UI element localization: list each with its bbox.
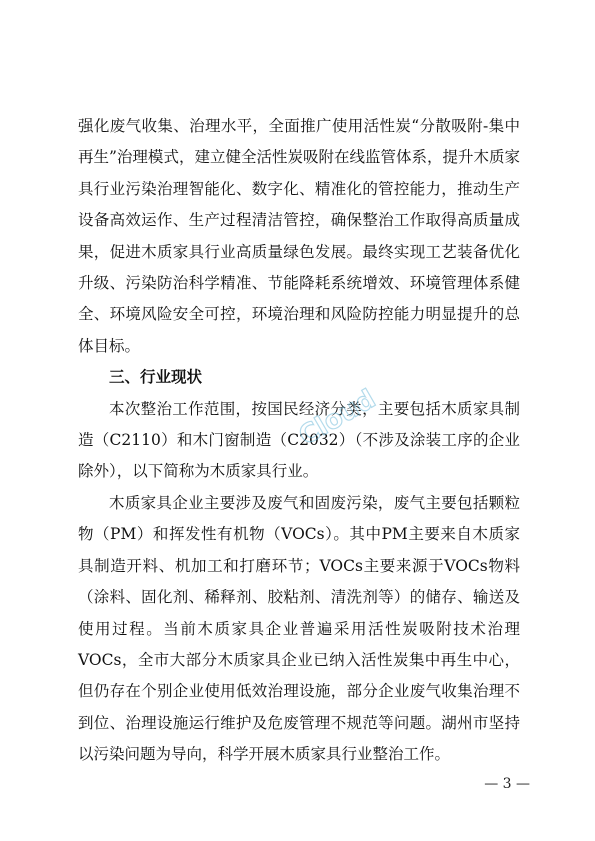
document-body xyxy=(78,111,520,771)
paragraph-continued: 强化废气收集、治理水平，全面推广使用活性炭“分散吸附-集中再生”治理模式，建立健全活性炭吸附在线监管体系，提升木质家具行业污染治理智能化、数字化、精准化的管控能力，推动生产设备高效运作、生产过程清洁管控，确保整治工作取得高质量成果，促进木质家具行业高质量绿色发展。最终实现工艺装备优化升级、污染防治科学精准、节能降耗系统增效、环境管理体系健全、环境风险安全可控，环境治理和风险防控能力明显提升的总体目标。 xyxy=(78,117,520,355)
page-number: — 3 — xyxy=(484,776,530,792)
section-heading: 三、行业现状 xyxy=(109,368,203,387)
paragraph-status: 木质家具企业主要涉及废气和固废污染，废气主要包括颗粒物（PM）和挥发性有机物（VOCs）。其中PM主要来自木质家具制造开料、机加工和打磨环节；VOCs主要来源于VOCs物料（涂料、固化剂、稀释剂、胶粘剂、清洗剂等）的储存、输送及使用过程。当前木质家具企业普遍采用活性炭吸附技术治理VOCs，全市大部分木质家具企业已纳入活性炭集中再生中心，但仍存在个别企业使用低效治理设施，部分企业废气收集治理不到位、治理设施运行维护及危废管理不规范等问题。湖州市坚持以污染问题为导向，科学开展木质家具行业整治工作。 xyxy=(78,493,520,764)
paragraph-scope: 本次整治工作范围，按国民经济分类，主要包括木质家具制造（C2110）和木门窗制造（C2032）（不涉及涂装工序的企业除外），以下简称为木质家具行业。 xyxy=(78,399,520,481)
watermark-text: Cloud xyxy=(294,384,381,452)
